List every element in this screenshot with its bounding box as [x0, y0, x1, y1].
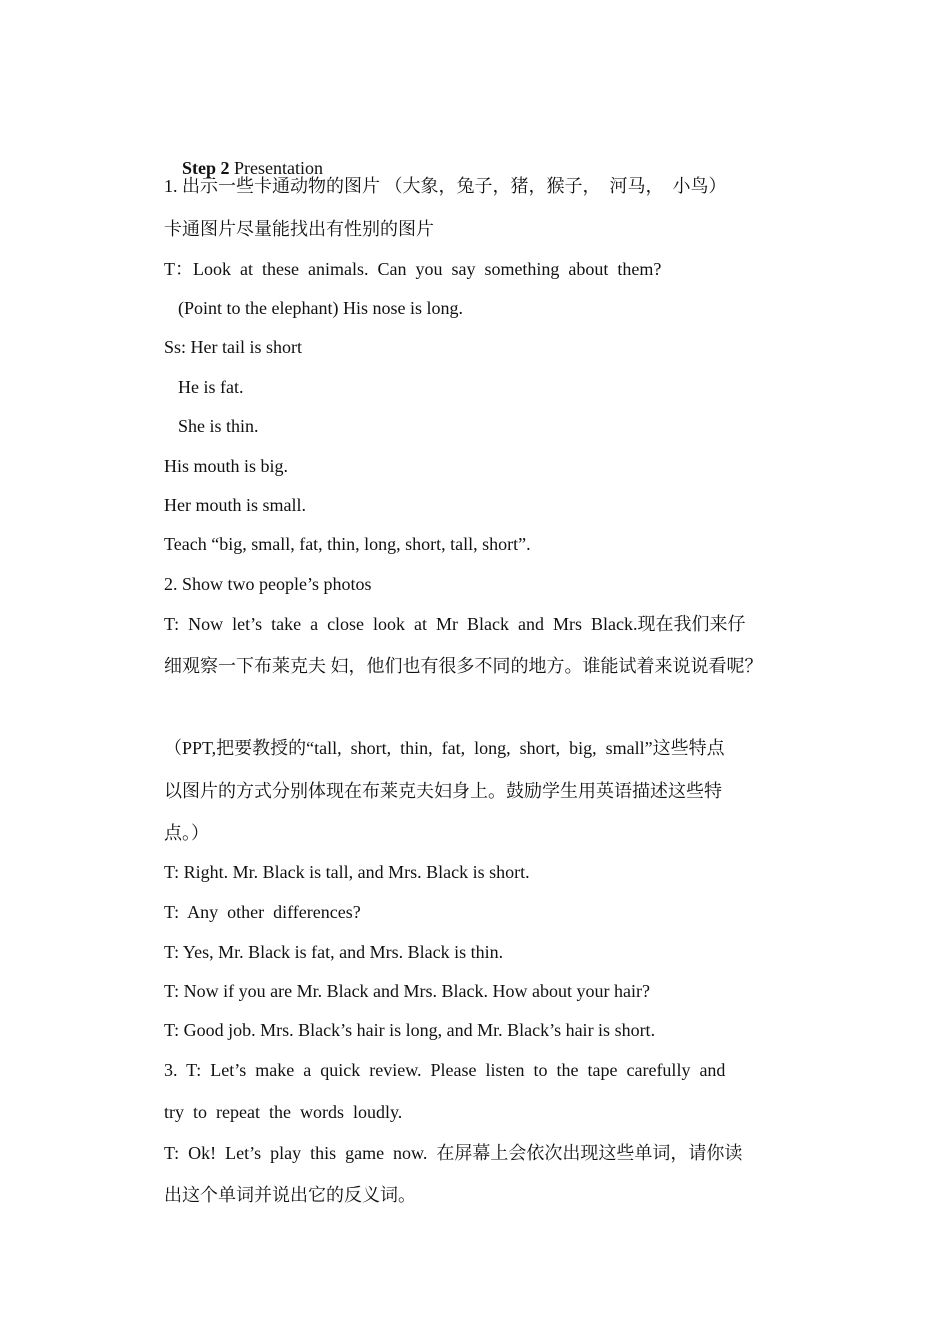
section-title: Presentation [234, 158, 323, 178]
text-line: Teach “big, small, fat, thin, long, short, tall, short”. [164, 534, 531, 554]
text-line: Her mouth is small. [164, 495, 306, 515]
text-line: T：Look at these animals. Can you say something about them? [164, 259, 662, 279]
text-line: 2. Show two people’s photos [164, 574, 372, 594]
text-line: 3. T: Let’s make a quick review. Please listen to the tape carefully and [164, 1060, 726, 1080]
text-line: 点。） [164, 823, 209, 843]
text-line: 1. 出示一些卡通动物的图片 （大象，兔子，猪，猴子， 河马， 小鸟） [164, 176, 727, 196]
text-line: T: Ok! Let’s play this game now. 在屏幕上会依次出现这些单词，请你读 [164, 1143, 743, 1163]
text-line: T: Right. Mr. Black is tall, and Mrs. Black is short. [164, 862, 530, 882]
text-line: 以图片的方式分别体现在布莱克夫妇身上。鼓励学生用英语描述这些特 [164, 781, 722, 801]
text-line: try to repeat the words loudly. [164, 1102, 403, 1122]
text-line: (Point to the elephant) His nose is long. [178, 298, 463, 318]
text-line: He is fat. [178, 377, 244, 397]
text-line: His mouth is big. [164, 456, 289, 476]
text-line: （PPT,把要教授的“tall, short, thin, fat, long, short, big, small”这些特点 [164, 738, 725, 758]
text-line: T: Now let’s take a close look at Mr Black and Mrs Black.现在我们来仔 [164, 614, 746, 634]
step-label: Step [182, 158, 217, 178]
text-line: 卡通图片尽量能找出有性别的图片 [164, 219, 434, 239]
text-line: She is thin. [178, 416, 259, 436]
text-line: 出这个单词并说出它的反义词。 [164, 1185, 416, 1205]
text-line: T: Now if you are Mr. Black and Mrs. Black. How about your hair? [164, 981, 650, 1001]
text-line: 细观察一下布莱克夫 妇，他们也有很多不同的地方。谁能试着来说说看呢？ [164, 656, 763, 676]
step-number: 2 [220, 158, 230, 178]
text-line: T: Yes, Mr. Black is fat, and Mrs. Black is thin. [164, 942, 504, 962]
text-line: T: Any other differences? [164, 902, 361, 922]
text-line: T: Good job. Mrs. Black’s hair is long, and Mr. Black’s hair is short. [164, 1020, 656, 1040]
text-line: Ss: Her tail is short [164, 337, 302, 357]
